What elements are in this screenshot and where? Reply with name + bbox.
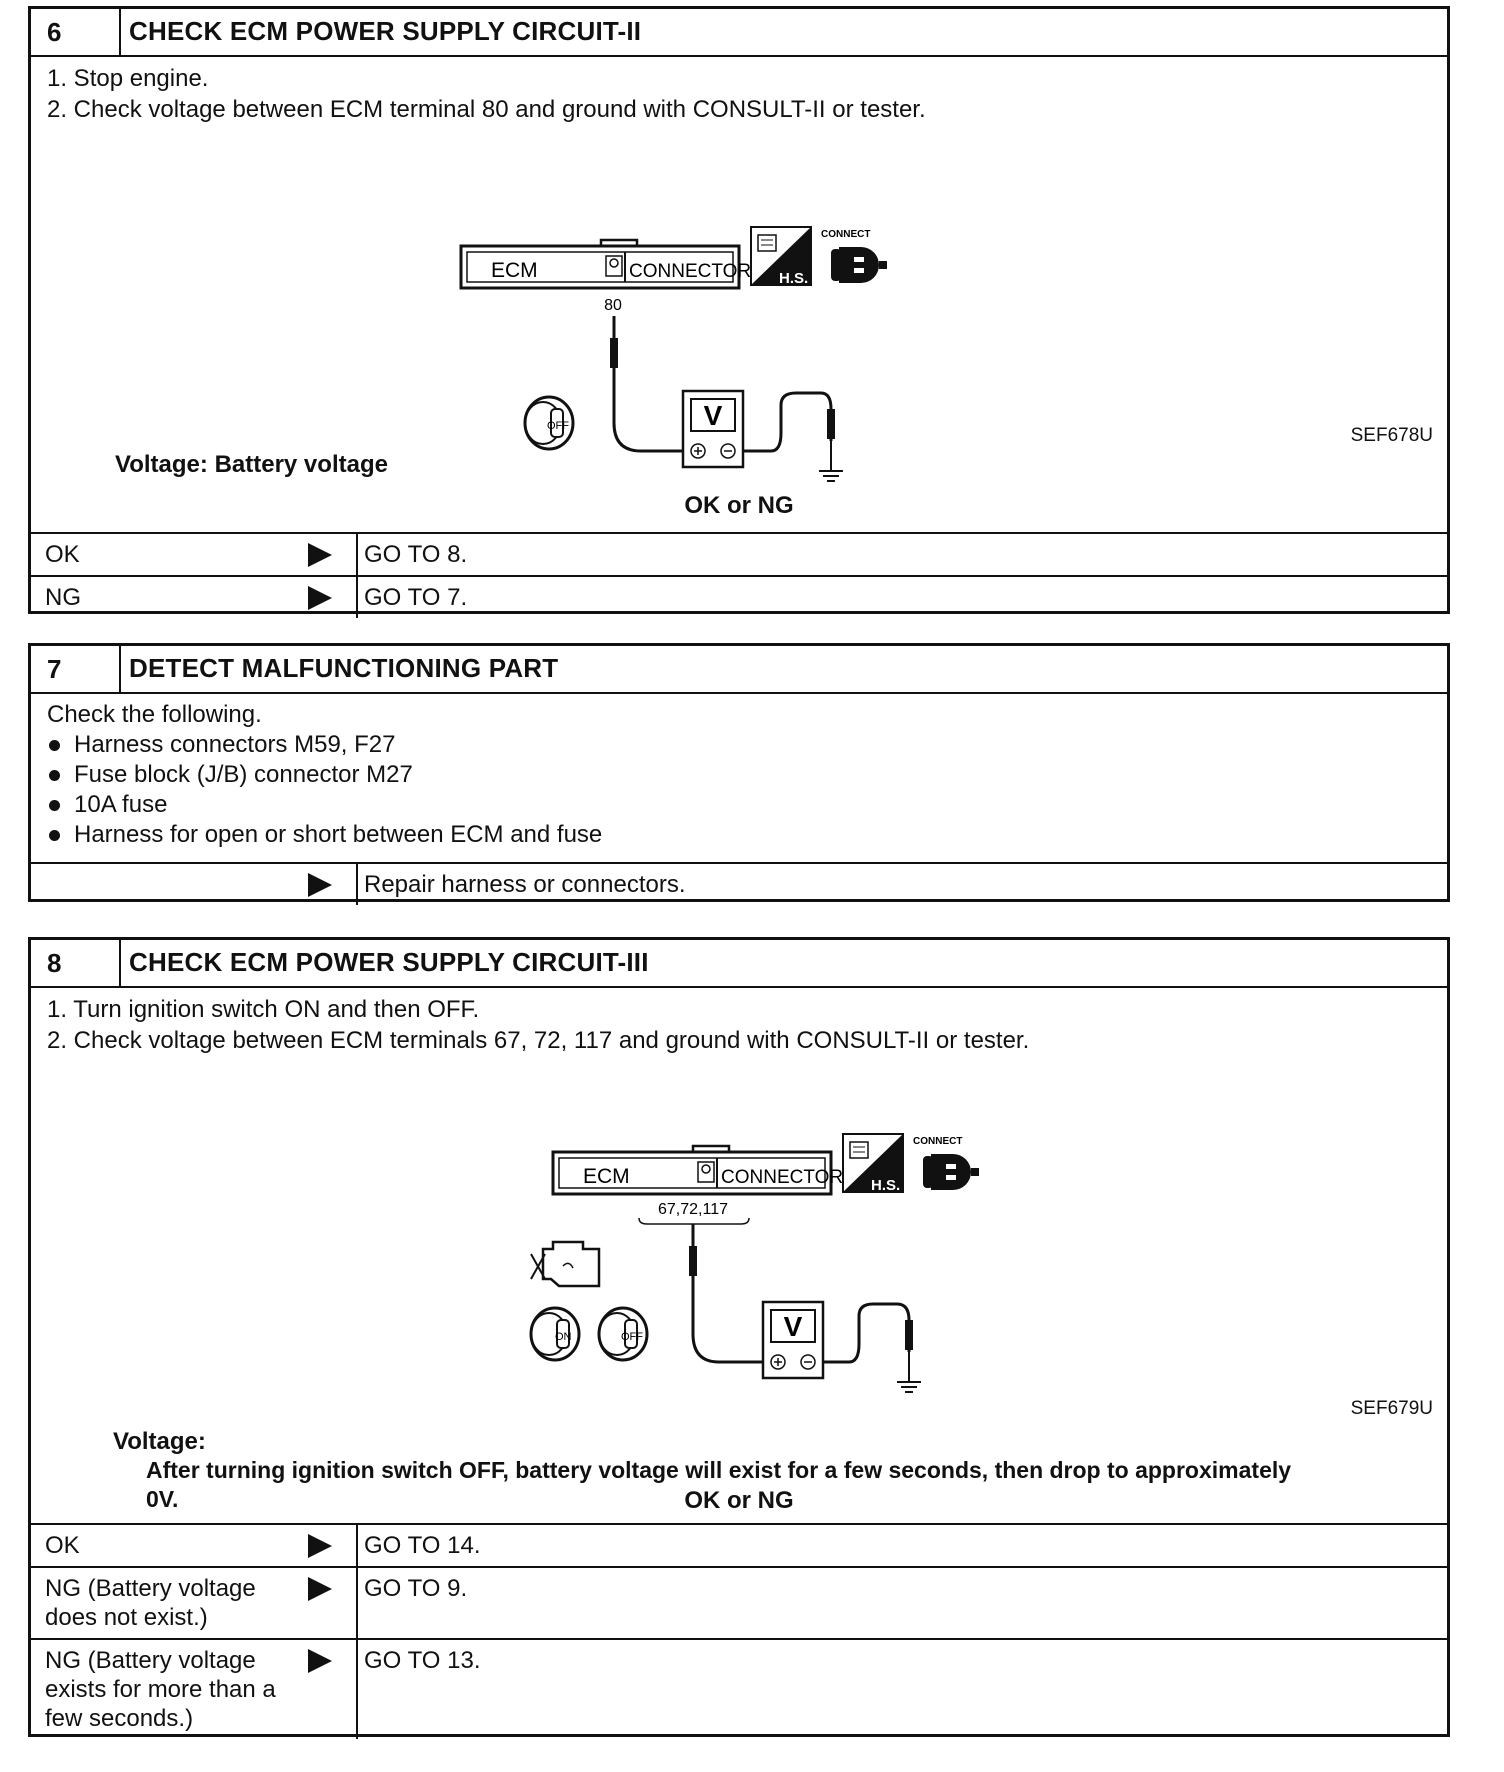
result-label: OK — [45, 1532, 80, 1559]
result-action: GO TO 7. — [356, 577, 1447, 618]
step-title: CHECK ECM POWER SUPPLY CIRCUIT-II — [129, 16, 642, 46]
arrow-icon — [308, 1577, 332, 1601]
engine-icon — [531, 1242, 599, 1286]
result-row — [31, 577, 1447, 618]
meter-label: V — [703, 400, 723, 431]
result-action: GO TO 8. — [356, 534, 1447, 575]
arrow-icon — [308, 873, 332, 897]
arrow-icon — [308, 543, 332, 567]
instruction-2: 2. Check voltage between ECM terminals 67, 72, 117 and ground with CONSULT-II or tester. — [47, 1027, 1030, 1054]
voltage-spec: Voltage: — [113, 1428, 206, 1455]
connect-label: CONNECT — [913, 1136, 963, 1147]
instruction-1: 1. Turn ignition switch ON and then OFF. — [47, 996, 480, 1023]
connect-label: CONNECT — [821, 229, 871, 240]
result-row — [31, 1640, 1447, 1739]
step-title: CHECK ECM POWER SUPPLY CIRCUIT-III — [129, 947, 649, 977]
result-action: GO TO 9. — [356, 1568, 1447, 1638]
step-7-body — [31, 700, 1447, 864]
result-action: GO TO 14. — [356, 1525, 1447, 1566]
result-label: OK — [45, 541, 80, 568]
step-6-header — [31, 9, 1447, 57]
bullet-icon — [49, 740, 60, 751]
result-label-line-1: NG (Battery voltage — [45, 1575, 256, 1602]
instruction-list — [47, 63, 1447, 125]
step-7-header — [31, 646, 1447, 694]
terminal-label: 80 — [604, 297, 622, 314]
step-6-box — [28, 6, 1450, 614]
voltage-spec: Voltage: Battery voltage — [115, 451, 388, 478]
check-intro: Check the following. — [47, 701, 262, 728]
connect-icon — [821, 229, 887, 283]
key-off-label: OFF — [621, 1331, 643, 1343]
bullet-icon — [49, 830, 60, 841]
step-8-header — [31, 940, 1447, 988]
ok-or-ng-label: OK or NG — [684, 492, 794, 519]
step-title: DETECT MALFUNCTIONING PART — [129, 653, 559, 683]
harness-side-icon — [751, 227, 811, 287]
ecm-connector — [461, 240, 751, 288]
result-action: GO TO 13. — [356, 1640, 1447, 1739]
result-label-line-1: NG (Battery voltage — [45, 1647, 256, 1674]
step-8-box — [28, 937, 1450, 1737]
key-label: OFF — [547, 420, 569, 432]
result-action: Repair harness or connectors. — [356, 864, 1447, 905]
terminal-label: 67,72,117 — [658, 1201, 728, 1218]
result-label-line-2: does not exist.) — [45, 1604, 208, 1631]
check-item: Harness connectors M59, F27 — [74, 731, 396, 758]
harness-side-icon — [843, 1134, 903, 1194]
check-item: Harness for open or short between ECM and fuse — [74, 821, 603, 848]
step-6-body — [31, 63, 1447, 534]
meter-label: V — [783, 1311, 803, 1342]
wiring-diagram — [501, 1084, 1021, 1404]
ok-or-ng-label: OK or NG — [684, 1487, 794, 1514]
step-number: 8 — [31, 940, 121, 986]
ecm-label: ECM — [491, 259, 538, 282]
arrow-icon — [308, 586, 332, 610]
ignition-key-off-icon — [599, 1308, 647, 1360]
step-7-box — [28, 643, 1450, 902]
wiring-diagram — [451, 173, 951, 493]
result-label: NG — [45, 584, 81, 611]
instruction-1: 1. Stop engine. — [47, 65, 209, 92]
check-item: 10A fuse — [74, 791, 168, 818]
check-item: Fuse block (J/B) connector M27 — [74, 761, 413, 788]
result-row — [31, 864, 1447, 905]
step-number: 7 — [31, 646, 121, 692]
voltage-description-line-2: 0V. — [146, 1486, 179, 1512]
connect-icon — [913, 1136, 979, 1190]
result-label-line-2: exists for more than a — [45, 1676, 276, 1703]
figure-id: SEF678U — [1350, 425, 1433, 446]
hs-label: H.S. — [871, 1177, 901, 1194]
ecm-connector — [553, 1146, 843, 1194]
step-8-body — [31, 994, 1447, 1525]
bullet-icon — [49, 770, 60, 781]
instruction-2: 2. Check voltage between ECM terminal 80 and ground with CONSULT-II or tester. — [47, 96, 926, 123]
result-row — [31, 534, 1447, 577]
connector-label: CONNECTOR — [629, 261, 752, 282]
figure-id: SEF679U — [1350, 1398, 1433, 1419]
bullet-icon — [49, 800, 60, 811]
voltmeter-icon — [763, 1302, 823, 1378]
arrow-icon — [308, 1649, 332, 1673]
result-row — [31, 1525, 1447, 1568]
check-list — [47, 700, 1447, 850]
ecm-label: ECM — [583, 1165, 630, 1188]
arrow-icon — [308, 1534, 332, 1558]
ignition-key-off-icon — [525, 397, 573, 449]
hs-label: H.S. — [779, 270, 809, 287]
result-row — [31, 1568, 1447, 1640]
ignition-key-on-icon — [531, 1308, 579, 1360]
instruction-list — [47, 994, 1447, 1056]
result-label-line-3: few seconds.) — [45, 1705, 194, 1732]
connector-label: CONNECTOR — [721, 1167, 844, 1188]
key-on-label: ON — [555, 1331, 572, 1343]
voltmeter-icon — [683, 391, 743, 467]
step-number: 6 — [31, 9, 121, 55]
voltage-description-line-1: After turning ignition switch OFF, battery voltage will exist for a few seconds, then drop to approximately — [146, 1457, 1292, 1483]
